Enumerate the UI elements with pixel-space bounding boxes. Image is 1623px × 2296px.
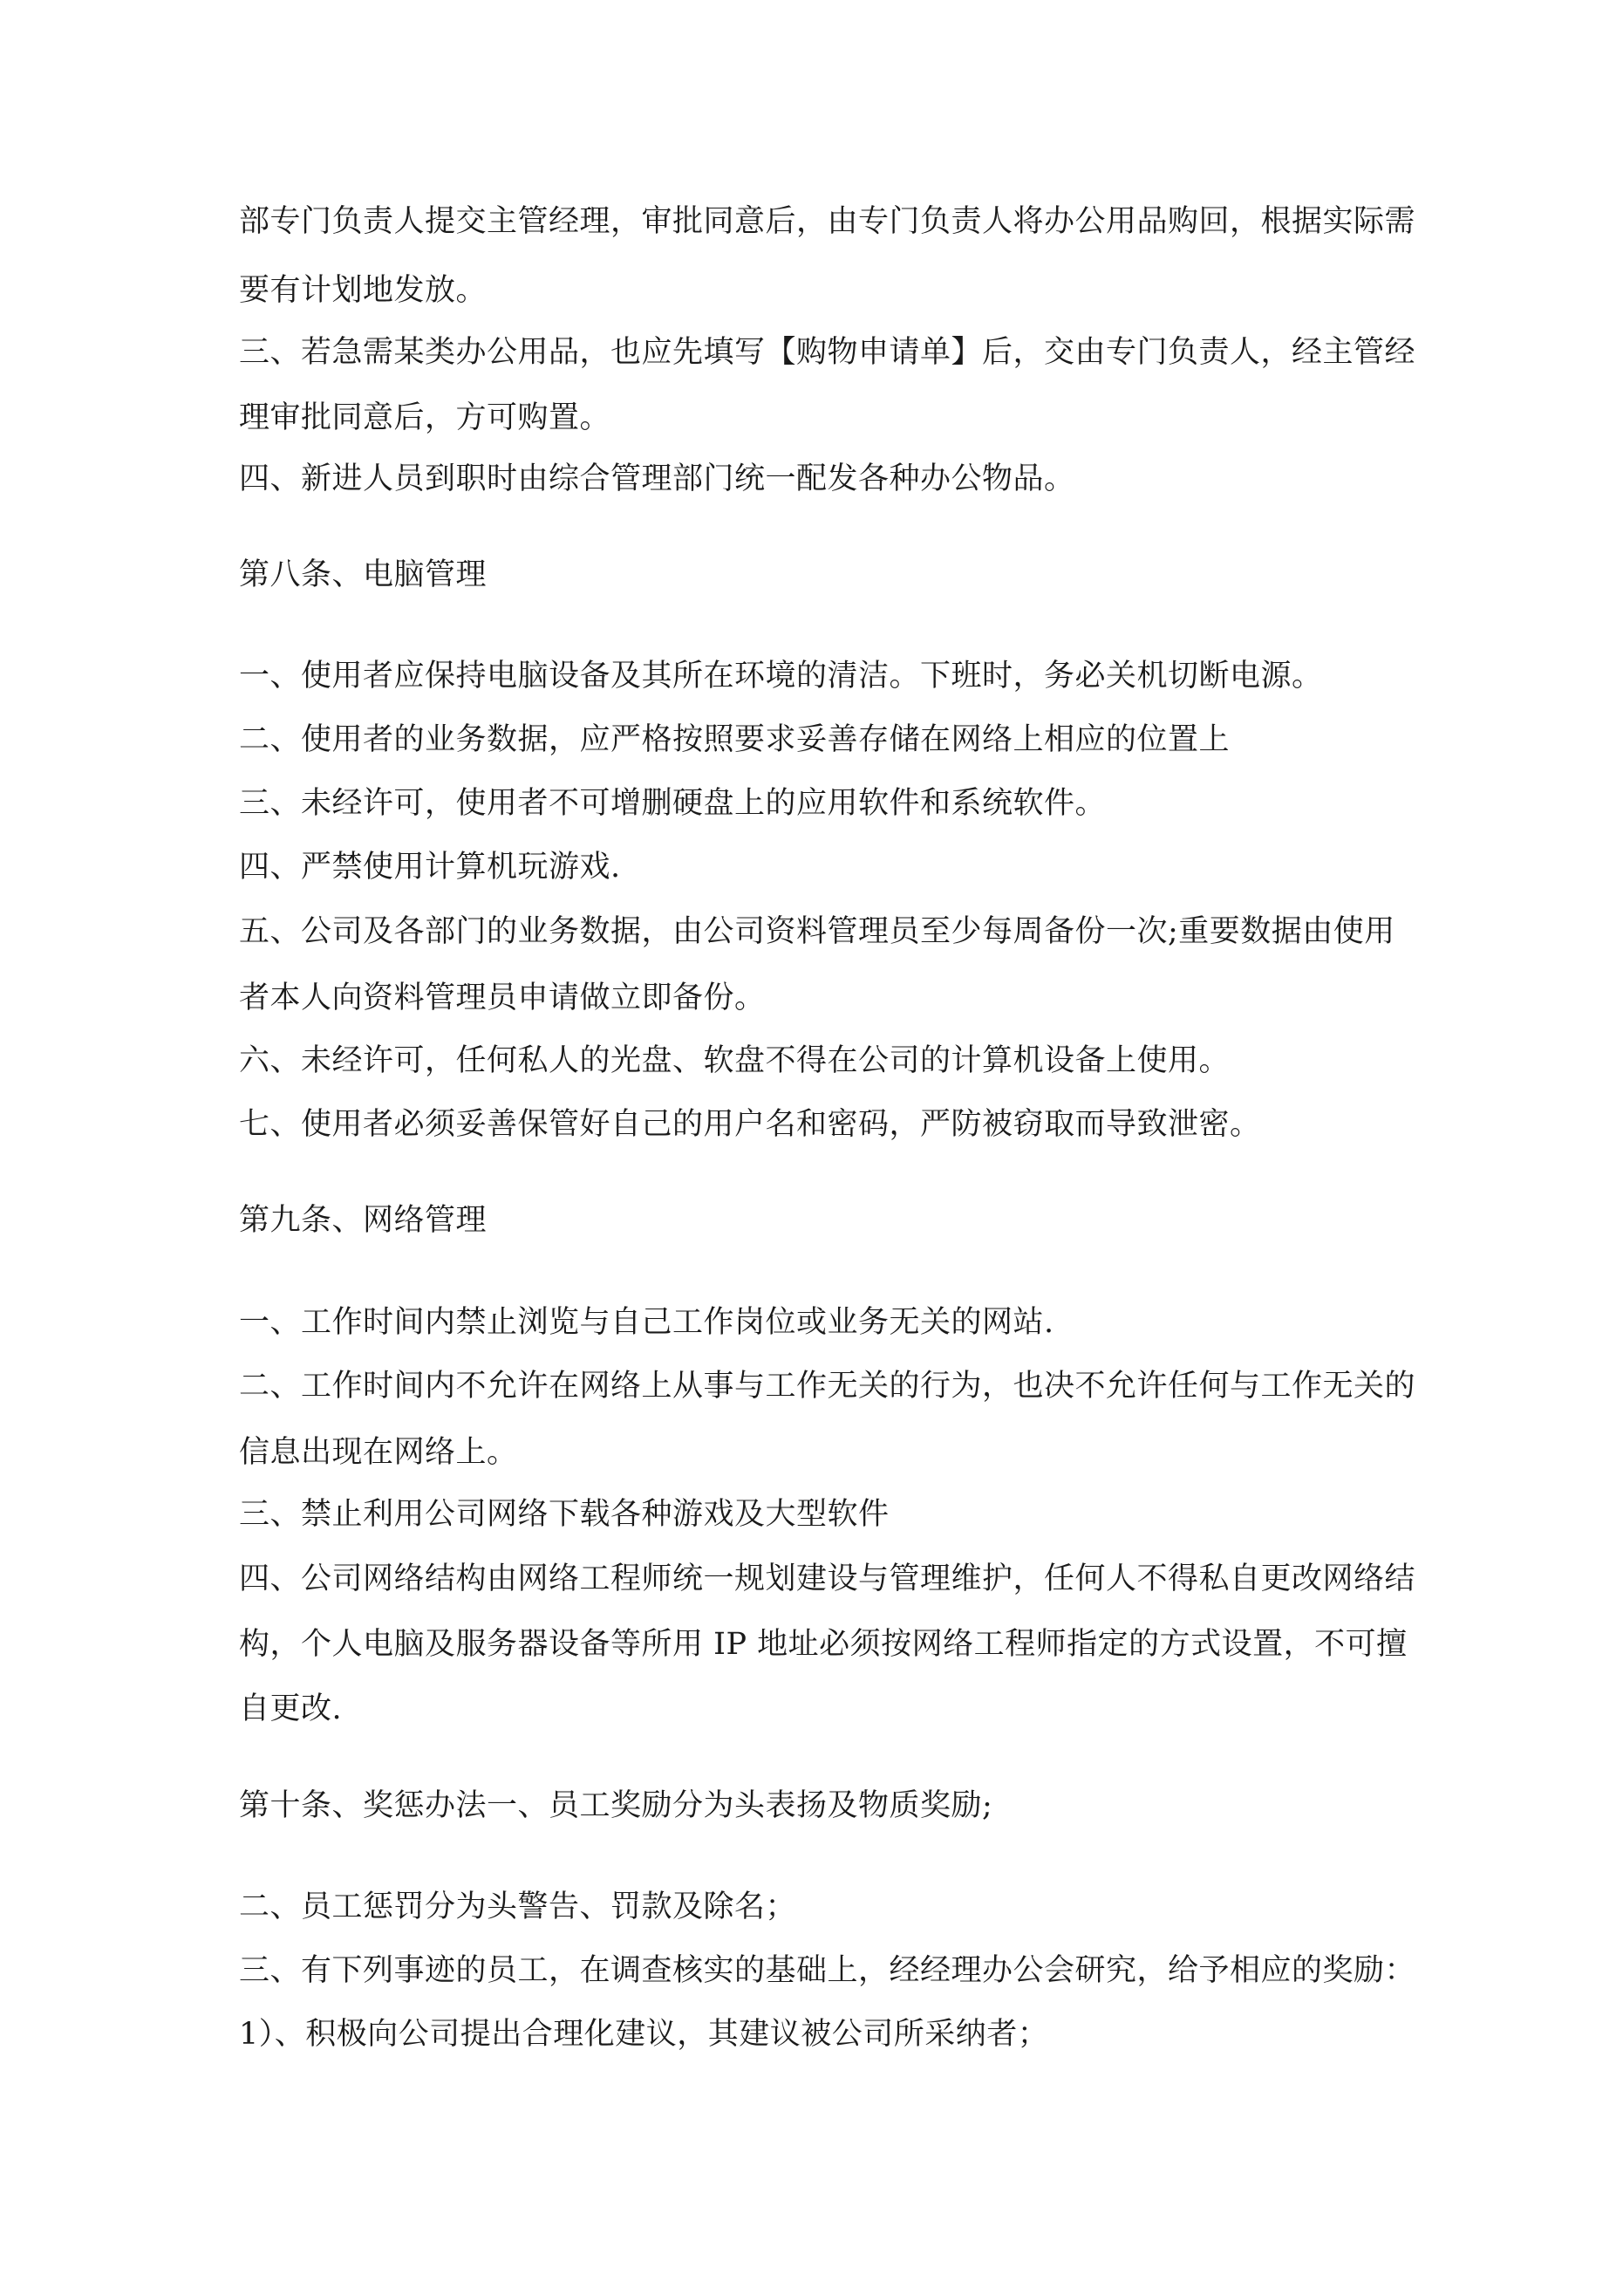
paragraph-line: 构，个人电脑及服务器设备等所用 IP 地址必须按网络工程师指定的方式设置，不可擅 bbox=[239, 1627, 1408, 1662]
section-heading: 第九条、网络管理 bbox=[239, 1203, 488, 1238]
paragraph-line: 者本人向资料管理员申请做立即备份。 bbox=[239, 981, 766, 1015]
paragraph-line: 七、使用者必须妥善保管好自己的用户名和密码，严防被窃取而导致泄密。 bbox=[239, 1107, 1261, 1142]
paragraph-line: 三、禁止利用公司网络下载各种游戏及大型软件 bbox=[239, 1497, 890, 1532]
section-heading: 第八条、电脑管理 bbox=[239, 557, 488, 592]
paragraph-line: 自更改. bbox=[239, 1691, 343, 1726]
paragraph-line: 一、使用者应保持电脑设备及其所在环境的清洁。下班时，务必关机切断电源。 bbox=[239, 659, 1323, 694]
paragraph-line: 六、未经许可，任何私人的光盘、软盘不得在公司的计算机设备上使用。 bbox=[239, 1043, 1231, 1078]
paragraph-line: 二、使用者的业务数据，应严格按照要求妥善存储在网络上相应的位置上 bbox=[239, 722, 1231, 757]
paragraph-line: 五、公司及各部门的业务数据，由公司资料管理员至少每周备份一次;重要数据由使用 bbox=[239, 914, 1395, 949]
paragraph-line: 三、若急需某类办公用品，也应先填写【购物申请单】后，交由专门负责人，经主管经 bbox=[239, 335, 1416, 370]
paragraph-line: 理审批同意后，方可购置。 bbox=[239, 400, 611, 435]
paragraph-line: 一、工作时间内禁止浏览与自己工作岗位或业务无关的网站. bbox=[239, 1305, 1054, 1340]
paragraph-line: 三、有下列事迹的员工，在调查核实的基础上，经经理办公会研究，给予相应的奖励： bbox=[239, 1953, 1416, 1988]
paragraph-line: 二、工作时间内不允许在网络上从事与工作无关的行为，也决不允许任何与工作无关的 bbox=[239, 1369, 1416, 1404]
section-heading: 第十条、奖惩办法一、员工奖励分为头表扬及物质奖励; bbox=[239, 1788, 993, 1823]
paragraph-line: 1）、积极向公司提出合理化建议，其建议被公司所采纳者； bbox=[239, 2017, 1049, 2052]
paragraph-line: 部专门负责人提交主管经理，审批同意后，由专门负责人将办公用品购回，根据实际需 bbox=[239, 204, 1416, 239]
paragraph-line: 三、未经许可，使用者不可增删硬盘上的应用软件和系统软件。 bbox=[239, 786, 1107, 821]
paragraph-line: 要有计划地发放。 bbox=[239, 273, 488, 308]
paragraph-line: 四、公司网络结构由网络工程师统一规划建设与管理维护，任何人不得私自更改网络结 bbox=[239, 1561, 1416, 1596]
paragraph-line: 四、严禁使用计算机玩游戏. bbox=[239, 850, 621, 885]
paragraph-line: 二、员工惩罚分为头警告、罚款及除名； bbox=[239, 1889, 797, 1924]
paragraph-line: 四、新进人员到职时由综合管理部门统一配发各种办公物品。 bbox=[239, 461, 1075, 496]
paragraph-line: 信息出现在网络上。 bbox=[239, 1435, 518, 1470]
